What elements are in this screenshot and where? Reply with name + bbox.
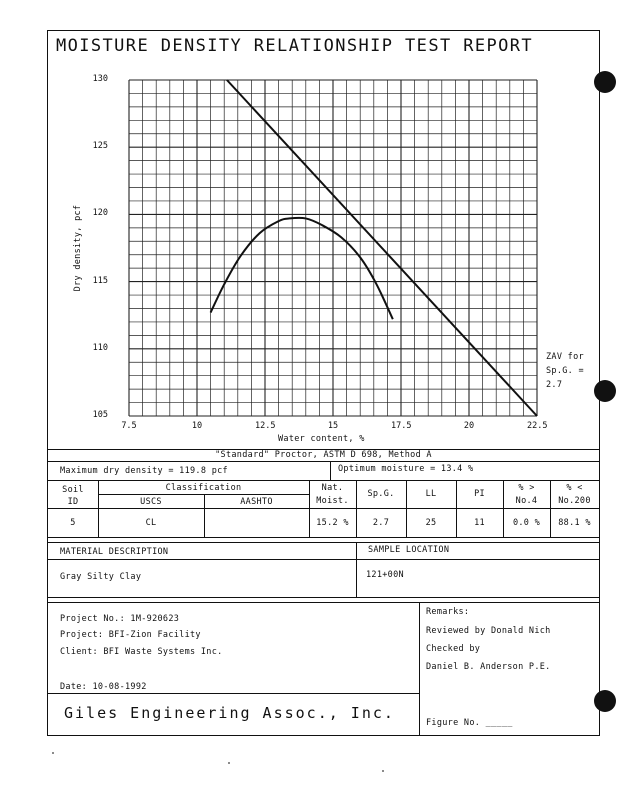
zav-label-line2: Sp.G. = (546, 366, 584, 376)
material-label: MATERIAL DESCRIPTION (60, 547, 169, 557)
rule (330, 461, 331, 480)
y-tick-label: 110 (92, 342, 108, 353)
project-name: Project: BFI-Zion Facility (60, 630, 201, 640)
binder-hole-bottom (594, 690, 616, 712)
zav-line (227, 80, 537, 416)
cell-id: 5 (70, 518, 76, 528)
location-label: SAMPLE LOCATION (368, 545, 450, 555)
th-id: ID (67, 497, 79, 507)
remarks-line-2: Checked by (426, 644, 481, 654)
x-tick-label: 17.5 (391, 421, 412, 431)
x-tick-label: 10 (191, 421, 203, 431)
scan-speck (382, 770, 384, 772)
y-tick-label: 130 (92, 74, 108, 84)
cell-pi: 11 (474, 518, 485, 528)
rule (419, 602, 420, 735)
th-classification: Classification (165, 483, 242, 493)
test-method: "Standard" Proctor, ASTM D 698, Method A (215, 450, 432, 460)
th-pi: PI (474, 489, 485, 499)
project-client: Client: BFI Waste Systems Inc. (60, 647, 223, 657)
rule (48, 461, 599, 462)
scan-speck (228, 762, 230, 764)
x-tick-label: 20 (463, 421, 475, 431)
th-no200-2: No.200 (558, 496, 591, 506)
rule (48, 602, 599, 603)
rule (48, 542, 599, 543)
remarks-line-1: Reviewed by Donald Nich (426, 626, 551, 636)
rule (48, 537, 599, 538)
th-no4-2: No.4 (515, 496, 538, 506)
cell-no200: 88.1 % (558, 518, 591, 528)
th-spg: Sp.G. (367, 489, 395, 499)
th-ll: LL (425, 489, 437, 499)
rule (48, 693, 419, 694)
zav-label-line3: 2.7 (546, 380, 563, 390)
x-tick-label: 15 (327, 421, 339, 431)
rule (48, 508, 599, 509)
th-aashto: AASHTO (240, 497, 273, 507)
y-tick-label: 115 (92, 275, 108, 286)
rule (48, 597, 599, 598)
company-name: Giles Engineering Assoc., Inc. (64, 704, 395, 722)
rule (356, 542, 357, 597)
th-nat-2: Moist. (316, 496, 349, 506)
th-no200-1: % < (566, 483, 583, 493)
th-nat-1: Nat. (321, 483, 344, 493)
max-dry-density: Maximum dry density = 119.8 pcf (60, 466, 228, 476)
rule (48, 480, 599, 481)
x-axis-label: Water content, % (278, 434, 365, 444)
x-tick-label: 7.5 (121, 421, 137, 431)
material-value: Gray Silty Clay (60, 572, 142, 582)
th-no4-1: % > (518, 483, 535, 493)
rule (48, 559, 599, 560)
y-axis-label: Dry density, pcf (73, 204, 83, 292)
y-tick-label: 105 (92, 410, 108, 420)
report-title: MOISTURE DENSITY RELATIONSHIP TEST REPORT (56, 36, 534, 56)
cell-spg: 2.7 (372, 518, 390, 528)
y-tick-label: 120 (92, 208, 108, 219)
th-uscs: USCS (140, 497, 162, 507)
optimum-moisture: Optimum moisture = 13.4 % (338, 464, 474, 474)
zav-label-line1: ZAV for (546, 352, 584, 362)
x-tick-label: 22.5 (527, 421, 548, 431)
cell-nat: 15.2 % (316, 518, 349, 528)
x-tick-label: 12.5 (255, 421, 276, 431)
cell-uscs: CL (145, 518, 157, 528)
th-soil: Soil (62, 485, 84, 495)
figure-number: Figure No. _____ (426, 718, 513, 728)
remarks-label: Remarks: (426, 607, 470, 617)
project-date: Date: 10-08-1992 (60, 682, 147, 692)
scan-speck (52, 752, 54, 754)
location-value: 121+00N (366, 570, 404, 580)
cell-no4: 0.0 % (512, 518, 541, 528)
project-number: Project No.: 1M-920623 (60, 614, 180, 624)
remarks-line-3: Daniel B. Anderson P.E. (426, 662, 551, 672)
cell-ll: 25 (425, 518, 437, 528)
y-tick-label: 125 (92, 141, 108, 152)
